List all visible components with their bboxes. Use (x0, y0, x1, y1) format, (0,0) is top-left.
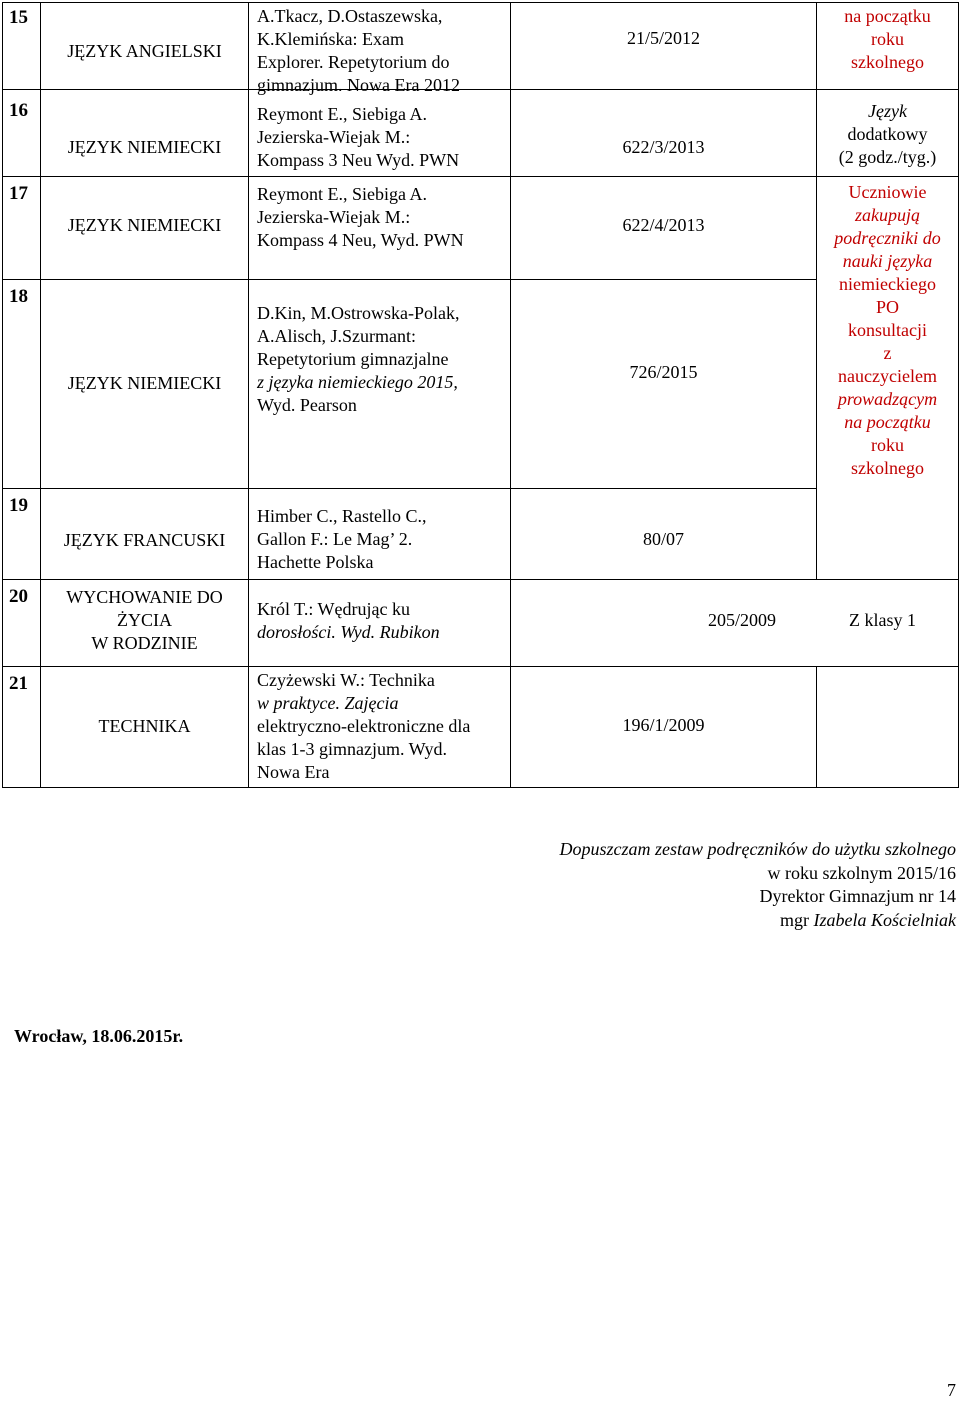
row-number: 21 (9, 673, 28, 694)
textbook-description: D.Kin, M.Ostrowska-Polak, A.Alisch, J.Szurmant: Repetytorium gimnazjalne z języka niemieckiego 2015, Wyd. Pearson (257, 303, 460, 415)
note-text: na początku roku szkolnego (844, 6, 931, 72)
table-row-16 (3, 90, 959, 177)
table-row-19 (3, 489, 959, 580)
approval-number: 80/07 (642, 529, 684, 549)
subject-name: JĘZYK ANGIELSKI (67, 41, 222, 61)
table-row-18 (3, 280, 959, 489)
note-text: Z klasy 1 (849, 610, 916, 630)
footer-director-name: mgr Izabela Kościelniak (780, 909, 956, 930)
row-number: 15 (9, 7, 28, 28)
german-note-cell (817, 177, 959, 580)
footer-director-title: Dyrektor Gimnazjum nr 14 (759, 886, 956, 906)
approval-number: 21/5/2012 (626, 28, 700, 48)
approval-number: 205/2009 (708, 610, 777, 630)
textbook-cell (249, 3, 511, 95)
approval-number: 622/4/2013 (622, 215, 705, 235)
textbook-description: Czyżewski W.: Technika w praktyce. Zajęcia elektryczno-elektroniczne dla klas 1-3 gimnazjum. Wyd. Nowa Era (257, 670, 471, 782)
row-number-cell (3, 3, 41, 90)
textbook-description: Reymont E., Siebiga A. Jezierska-Wiejak M.: Kompass 3 Neu Wyd. PWN (257, 104, 460, 170)
row-number: 16 (9, 100, 28, 121)
textbook-description: Reymont E., Siebiga A. Jezierska-Wiejak M.: Kompass 4 Neu, Wyd. PWN (257, 184, 464, 250)
table-row-21 (3, 667, 959, 788)
page-number: 7 (947, 1380, 956, 1400)
note-text: Język dodatkowy (2 godz./tyg.) (838, 101, 937, 167)
place-and-date: Wrocław, 18.06.2015r. (14, 1026, 184, 1046)
textbook-description: A.Tkacz, D.Ostaszewska, K.Klemińska: Exam Explorer. Repetytorium do gimnazjum. Nowa Era 2012 (257, 6, 460, 95)
approval-number: 196/1/2009 (622, 715, 705, 735)
approval-and-note-cell (511, 580, 959, 667)
subject-name: JĘZYK NIEMIECKI (67, 215, 222, 235)
german-note-text: Uczniowie zakupują podręczniki do nauki języka niemieckiego PO konsultacji z nauczycielem prowadzącym na początku roku szkolnego (834, 182, 941, 478)
textbook-table (2, 2, 959, 788)
note-cell (817, 3, 959, 90)
approval-footer (560, 838, 956, 932)
textbook-description: Król T.: Wędrując ku dorosłości. Wyd. Rubikon (257, 599, 440, 642)
subject-cell (41, 3, 249, 90)
subject-name: JĘZYK NIEMIECKI (67, 373, 222, 393)
row-number: 17 (9, 183, 28, 204)
row-number: 20 (9, 586, 28, 607)
approval-number: 726/2015 (629, 362, 698, 382)
textbook-description: Himber C., Rastello C., Gallon F.: Le Mag’ 2. Hachette Polska (257, 506, 427, 572)
table-row-17 (3, 177, 959, 280)
subject-name: JĘZYK NIEMIECKI (67, 137, 222, 157)
table-row-15 (3, 3, 959, 90)
footer-school-year-line: w roku szkolnym 2015/16 (767, 862, 956, 883)
row-number: 18 (9, 286, 28, 307)
subject-name: TECHNIKA (98, 716, 191, 736)
subject-name: JĘZYK FRANCUSKI (63, 530, 226, 550)
row-number: 19 (9, 495, 28, 516)
approval-number-cell (511, 3, 817, 90)
subject-name: WYCHOWANIE DO ŻYCIA W RODZINIE (66, 587, 223, 653)
approval-number: 622/3/2013 (622, 137, 705, 157)
table-row-20 (3, 580, 959, 667)
footer-approval-line: Dopuszczam zestaw podręczników do użytku szkolnego (559, 839, 956, 859)
